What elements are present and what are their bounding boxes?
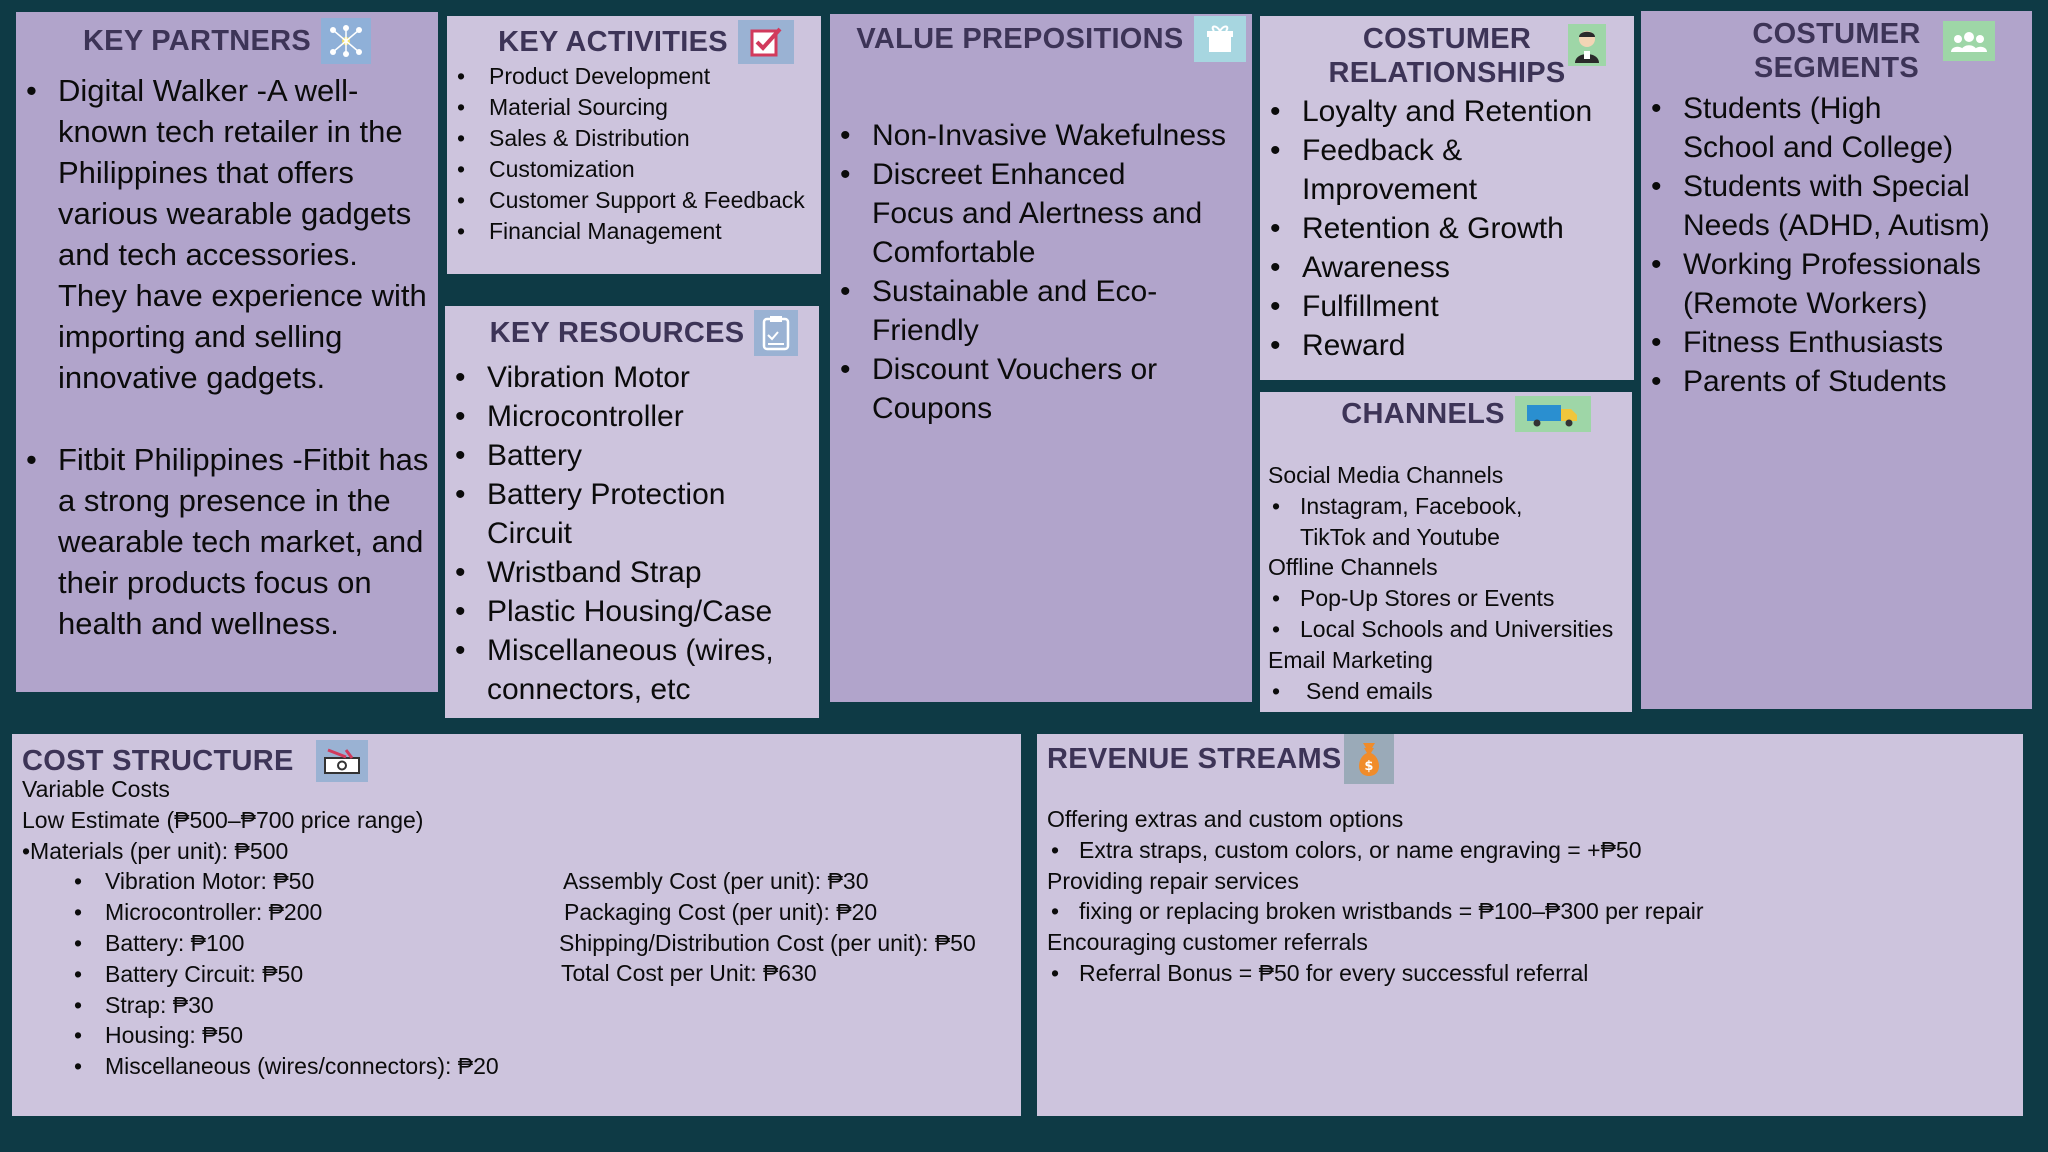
assembly-cost: Assembly Cost (per unit): ₱30 <box>563 868 869 894</box>
relationship-item: • Retention & Growth <box>1260 209 1634 248</box>
customer-segments-header <box>1641 11 2032 89</box>
network-icon <box>321 18 371 64</box>
clipboard-icon <box>754 310 798 356</box>
key-partner-item: • Fitbit Philippines -Fitbit has a strong presence in the wearable tech market, and their products focus on health and wellness. <box>16 439 438 644</box>
group-icon <box>1943 21 1995 61</box>
relationship-item: • Fulfillment <box>1260 287 1634 326</box>
relationship-item: • Awareness <box>1260 248 1634 287</box>
resource-item: • Wristband Strap <box>445 553 819 592</box>
key-partner-item: • Digital Walker -A well-known tech retailer in the Philippines that offers various wearable gadgets and tech accessories. They have experience with importing and selling innovative gadgets. <box>16 70 438 398</box>
material-cost-item: • Vibration Motor: ₱50 <box>12 866 582 897</box>
segment-item: • Students with Special Needs (ADHD, Autism) <box>1641 167 2032 245</box>
customer-segments-title-line2: SEGMENTS <box>1753 52 1920 84</box>
segment-item: • Students (High School and College) <box>1641 89 2032 167</box>
customer-segments-panel <box>1641 11 2032 709</box>
social-media-heading: Social Media Channels <box>1268 462 1504 488</box>
resource-item: • Battery <box>445 436 819 475</box>
activity-item: • Customization <box>447 154 821 185</box>
material-cost-item: • Miscellaneous (wires/connectors): ₱20 <box>12 1051 582 1082</box>
shipping-cost: Shipping/Distribution Cost (per unit): ₱50 <box>559 929 976 956</box>
email-heading: Email Marketing <box>1268 646 1433 673</box>
revenue-heading-extras: Offering extras and custom options <box>1047 806 1404 832</box>
resource-item: • Microcontroller <box>445 397 819 436</box>
gift-icon <box>1194 16 1246 62</box>
money-bag-icon <box>1344 734 1394 784</box>
support-agent-icon <box>1568 24 1606 66</box>
activity-item: • Financial Management <box>447 216 821 247</box>
customer-relationships-title-line2: RELATIONSHIPS <box>1328 57 1566 89</box>
activity-item: • Sales & Distribution <box>447 123 821 154</box>
cost-structure-title: COST STRUCTURE <box>22 745 294 777</box>
total-cost: Total Cost per Unit: ₱630 <box>561 960 817 987</box>
value-item: • Non-Invasive Wakefulness <box>830 116 1252 155</box>
key-resources-panel <box>445 306 819 718</box>
revenue-heading-referrals: Encouraging customer referrals <box>1047 929 1368 956</box>
key-partners-header <box>16 18 438 64</box>
channel-item: • Local Schools and Universities <box>1268 614 1632 645</box>
material-cost-item: • Housing: ₱50 <box>12 1020 582 1051</box>
customer-relationships-title-line1: COSTUMER <box>1362 23 1532 55</box>
revenue-item: • Extra straps, custom colors, or name engraving = +₱50 <box>1047 835 2007 866</box>
key-activities-panel <box>447 16 821 274</box>
channels-panel <box>1260 392 1632 712</box>
revenue-streams-panel <box>1037 734 2023 1116</box>
value-item: • Sustainable and Eco-Friendly <box>830 272 1252 350</box>
low-estimate-label: Low Estimate (₱500–₱700 price range) <box>22 806 424 833</box>
material-cost-item: • Strap: ₱30 <box>12 990 582 1021</box>
resource-item: • Battery Protection Circuit <box>445 475 819 553</box>
value-item: • Discount Vouchers or Coupons <box>830 350 1252 428</box>
revenue-heading-repair: Providing repair services <box>1047 867 1299 894</box>
materials-label: •Materials (per unit): ₱500 <box>22 837 289 864</box>
value-propositions-title: VALUE PREPOSITIONS <box>856 23 1184 55</box>
customer-relationships-panel <box>1260 16 1634 380</box>
checkbox-icon <box>738 20 794 64</box>
customer-segments-title-line1: COSTUMER <box>1752 18 1921 50</box>
material-cost-item: • Battery: ₱100 <box>12 928 582 959</box>
activity-item: • Material Sourcing <box>447 92 821 123</box>
segment-item: • Working Professionals (Remote Workers) <box>1641 245 2032 323</box>
segment-item: • Fitness Enthusiasts <box>1641 323 2032 362</box>
packaging-cost: Packaging Cost (per unit): ₱20 <box>564 898 878 925</box>
value-propositions-panel <box>830 14 1252 702</box>
value-item: • Discreet Enhanced Focus and Alertness and Comfortable <box>830 155 1252 272</box>
key-partners-title: KEY PARTNERS <box>82 25 312 57</box>
cost-structure-panel <box>12 734 1021 1116</box>
variable-costs-label: Variable Costs <box>22 776 170 802</box>
relationship-item: • Feedback & Improvement <box>1260 131 1634 209</box>
relationship-item: • Reward <box>1260 326 1634 365</box>
relationship-item: • Loyalty and Retention <box>1260 92 1634 131</box>
channel-item: • Pop-Up Stores or Events <box>1268 583 1632 614</box>
channel-item: • Send emails <box>1268 676 1632 707</box>
offline-heading: Offline Channels <box>1268 554 1438 581</box>
segment-item: • Parents of Students <box>1641 362 2032 401</box>
resource-item: • Vibration Motor <box>445 358 819 397</box>
key-partners-panel <box>16 12 438 692</box>
delivery-truck-icon <box>1515 396 1591 432</box>
key-activities-title: KEY ACTIVITIES <box>498 26 728 58</box>
activity-item: • Customer Support & Feedback <box>447 185 821 216</box>
revenue-streams-title: REVENUE STREAMS <box>1047 743 1342 775</box>
customer-relationships-header <box>1260 16 1634 92</box>
resource-item: • Miscellaneous (wires, connectors, etc <box>445 631 819 709</box>
revenue-streams-header <box>1037 734 2023 784</box>
material-cost-item: • Microcontroller: ₱200 <box>12 897 582 928</box>
key-resources-header <box>445 310 819 356</box>
channels-title: CHANNELS <box>1341 398 1505 430</box>
revenue-item: • Referral Bonus = ₱50 for every successful referral <box>1047 958 2007 989</box>
channels-header <box>1260 396 1632 432</box>
material-cost-item: • Battery Circuit: ₱50 <box>12 959 582 990</box>
value-propositions-header <box>830 16 1252 62</box>
activity-item: • Product Development <box>447 61 821 92</box>
svg-text:$: $ <box>1363 759 1374 774</box>
key-resources-title: KEY RESOURCES <box>489 317 745 349</box>
key-activities-header <box>447 20 821 64</box>
revenue-item: • fixing or replacing broken wristbands = ₱100–₱300 per repair <box>1047 896 2007 927</box>
resource-item: • Plastic Housing/Case <box>445 592 819 631</box>
channel-item: • Instagram, Facebook, TikTok and Youtube <box>1268 491 1632 553</box>
